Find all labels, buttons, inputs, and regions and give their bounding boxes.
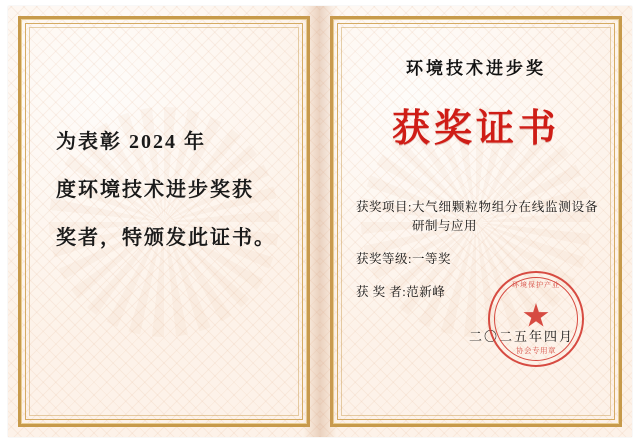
citation-line-3: 奖者，特颁发此证书。 [56, 227, 276, 249]
certificate-book [8, 6, 632, 437]
issue-date: 二〇二五年四月 [468, 329, 574, 344]
field-row-project [356, 198, 598, 236]
field-value-recipient: 范新峰 [406, 285, 446, 299]
field-label-grade: 获奖等级: [356, 252, 412, 266]
certificate-title: 获奖证书 [391, 108, 560, 150]
official-seal [488, 271, 584, 367]
field-label-project: 获奖项目: [356, 200, 412, 214]
left-page-content [38, 34, 290, 409]
field-label-recipient: 获 奖 者: [356, 285, 407, 299]
seal-bottom-text: 协会专用章 [516, 346, 556, 355]
citation-line-2: 度环境技术进步奖获 [56, 179, 254, 201]
field-value-project: 大气细颗粒物组分在线监测设备研制与应用 [411, 200, 598, 233]
citation-line-1: 为表彰 2024 年 [56, 131, 206, 153]
field-row-grade [356, 250, 598, 269]
certificate-right-page [320, 6, 632, 437]
field-value-grade: 一等奖 [411, 252, 451, 266]
citation-text [38, 118, 290, 262]
award-category: 环境技术进步奖 [406, 59, 546, 78]
certificate-left-page [8, 6, 320, 437]
seal-top-text: 环境保护产业 [512, 281, 560, 289]
right-page-content [350, 34, 602, 409]
